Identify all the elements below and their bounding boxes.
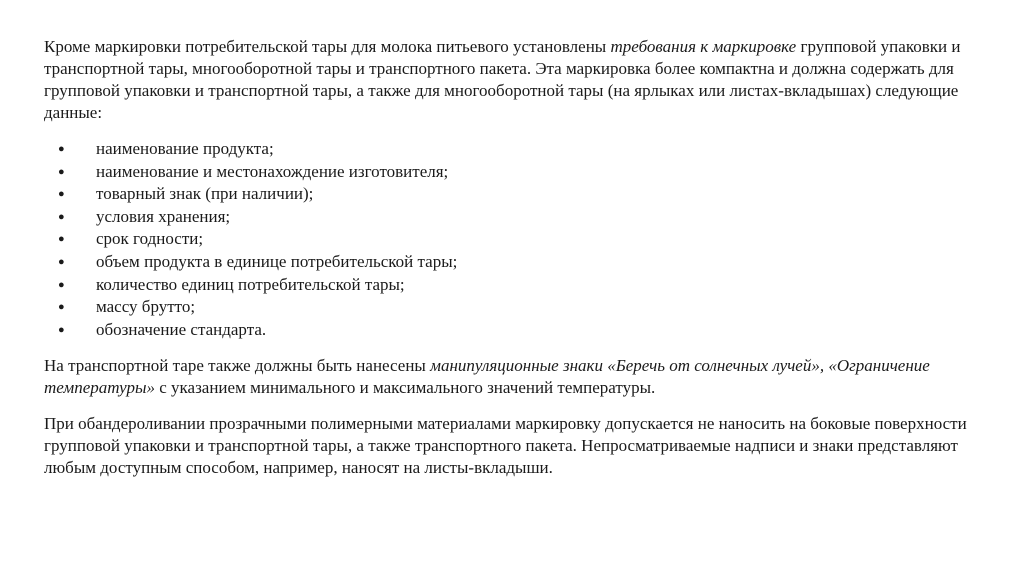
intro-text-start: Кроме маркировки потребительской тары для молока питьевого установлены: [44, 37, 611, 56]
bullet-icon: ●: [58, 233, 65, 246]
bullet-icon: ●: [58, 165, 65, 178]
bullet-icon: ●: [58, 188, 65, 201]
bullet-icon: ●: [58, 278, 65, 291]
intro-paragraph: [44, 36, 984, 124]
list-item: [44, 251, 984, 274]
list-item-text: наименование продукта;: [96, 139, 274, 158]
list-item: [44, 319, 984, 342]
list-item-text: наименование и местонахождение изготовителя;: [96, 161, 449, 181]
transport-text-end: с указанием минимального и максимального значений температуры.: [154, 378, 656, 398]
list-item-text: массу брутто;: [96, 297, 196, 317]
list-item: [44, 161, 984, 184]
transport-text-start: На транспортной таре также должны быть нанесены: [44, 356, 431, 376]
list-item-text: условия хранения;: [96, 206, 231, 226]
intro-text-end: групповой упаковки и транспортной тары, многооборотной тары и транспортного пакета. Эта маркировка более компактна и должна содержать для групповой упаковки и транспортной тары, а также для многооборотной тары (на ярлыках или листах-вкладышах) следующие данные:: [44, 37, 961, 122]
list-item-text: срок годности;: [96, 229, 204, 249]
list-item: [44, 274, 984, 297]
list-item: [44, 296, 984, 319]
list-item: [44, 138, 984, 161]
transport-marking-paragraph: [44, 355, 984, 399]
bullet-icon: ●: [58, 323, 65, 336]
bullet-icon: ●: [58, 210, 65, 223]
list-item: [44, 183, 984, 206]
list-item-text: обозначение стандарта.: [96, 319, 267, 339]
required-data-list: [44, 138, 984, 341]
bullet-icon: ●: [58, 301, 65, 314]
intro-italic-term: требования к маркировке: [610, 37, 797, 56]
bullet-icon: ●: [58, 143, 65, 155]
list-item-text: объем продукта в единице потребительской тары;: [96, 251, 458, 271]
handling-signs-italic: манипуляционные знаки «Беречь от солнечных лучей», «Ограничение температуры»: [44, 356, 930, 398]
list-item: [44, 228, 984, 251]
bullet-icon: ●: [58, 255, 65, 268]
document-page: [44, 36, 984, 479]
banding-paragraph: При обандероливании прозрачными полимерными материалами маркировку допускается не наносить на боковые поверхности групповой упаковки и транспортной тары, а также транспортного пакета. Непросматриваемые надписи и знаки представляют любым доступным способом, например, наносят на листы-вкладыши.: [44, 414, 967, 478]
list-item-text: товарный знак (при наличии);: [96, 184, 314, 204]
list-item-text: количество единиц потребительской тары;: [96, 274, 405, 294]
list-item: [44, 206, 984, 229]
